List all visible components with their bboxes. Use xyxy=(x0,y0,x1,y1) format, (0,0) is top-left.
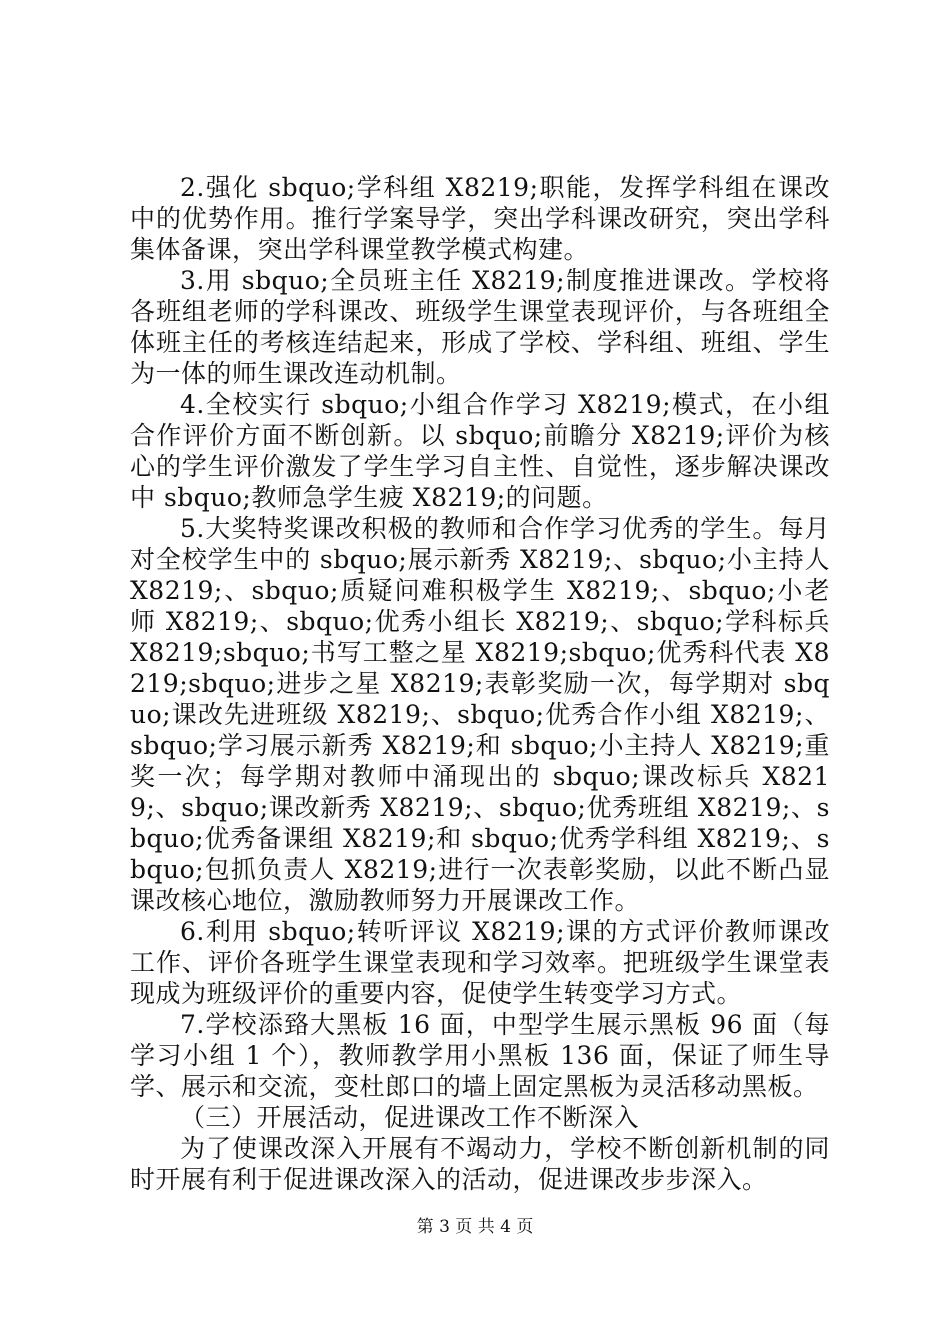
paragraph-item-6: 6.利用 sbquo;转听评议 X8219;课的方式评价教师课改工作、评价各班学生课堂表现和学习效率。把班级学生课堂表现成为班级评价的重要内容，促使学生转变学习方式。 xyxy=(130,917,830,1008)
paragraph-closing: 为了使课改深入开展有不竭动力，学校不断创新机制的同时开展有利于促进课改深入的活动，促进课改步步深入。 xyxy=(130,1134,830,1194)
paragraph-item-7: 7.学校添臵大黑板 16 面，中型学生展示黑板 96 面（每学习小组 1 个），教师教学用小黑板 136 面，保证了师生导学、展示和交流，变杜郎口的墙上固定黑板为灵活移动黑板。 xyxy=(130,1010,830,1101)
paragraph-item-3: 3.用 sbquo;全员班主任 X8219;制度推进课改。学校将各班组老师的学科课改、班级学生课堂表现评价，与各班组全体班主任的考核连结起来，形成了学校、学科组、班组、学生为一体的师生课改连动机制。 xyxy=(130,266,830,388)
paragraph-item-5: 5.大奖特奖课改积极的教师和合作学习优秀的学生。每月对全校学生中的 sbquo;展示新秀 X8219;、sbquo;小主持人 X8219;、sbquo;质疑问难积极学生 X8219;、sbquo;小老师 X8219;、sbquo;优秀小组长 X8219;、sbquo;学科标兵 X8219;sbquo;书写工整之星 X8219;sbquo;优秀科代表 X8219;sbquo;进步之星 X8219;表彰奖励一次，每学期对 sbquo;课改先进班级 X8219;、sbquo;优秀合作小组 X8219;、sbquo;学习展示新秀 X8219;和 sbquo;小主持人 X8219;重奖一次；每学期对教师中涌现出的 sbquo;课改标兵 X8219;、sbquo;课改新秀 X8219;、sbquo;优秀班组 X8219;、sbquo;优秀备课组 X8219;和 sbquo;优秀学科组 X8219;、sbquo;包抓负责人 X8219;进行一次表彰奖励，以此不断凸显课改核心地位，激励教师努力开展课改工作。 xyxy=(130,514,830,915)
paragraph-item-4: 4.全校实行 sbquo;小组合作学习 X8219;模式，在小组合作评价方面不断创新。以 sbquo;前瞻分 X8219;评价为核心的学生评价激发了学生学习自主性、自觉性，逐步解决课改中 sbquo;教师急学生疲 X8219;的问题。 xyxy=(130,390,830,512)
document-body xyxy=(130,172,830,1195)
page-number-footer: 第 3 页 共 4 页 xyxy=(416,1217,534,1237)
section-heading: （三）开展活动，促进课改工作不断深入 xyxy=(180,1103,640,1132)
paragraph-item-2: 2.强化 sbquo;学科组 X8219;职能，发挥学科组在课改中的优势作用。推行学案导学，突出学科课改研究，突出学科集体备课，突出学科课堂教学模式构建。 xyxy=(130,173,830,264)
